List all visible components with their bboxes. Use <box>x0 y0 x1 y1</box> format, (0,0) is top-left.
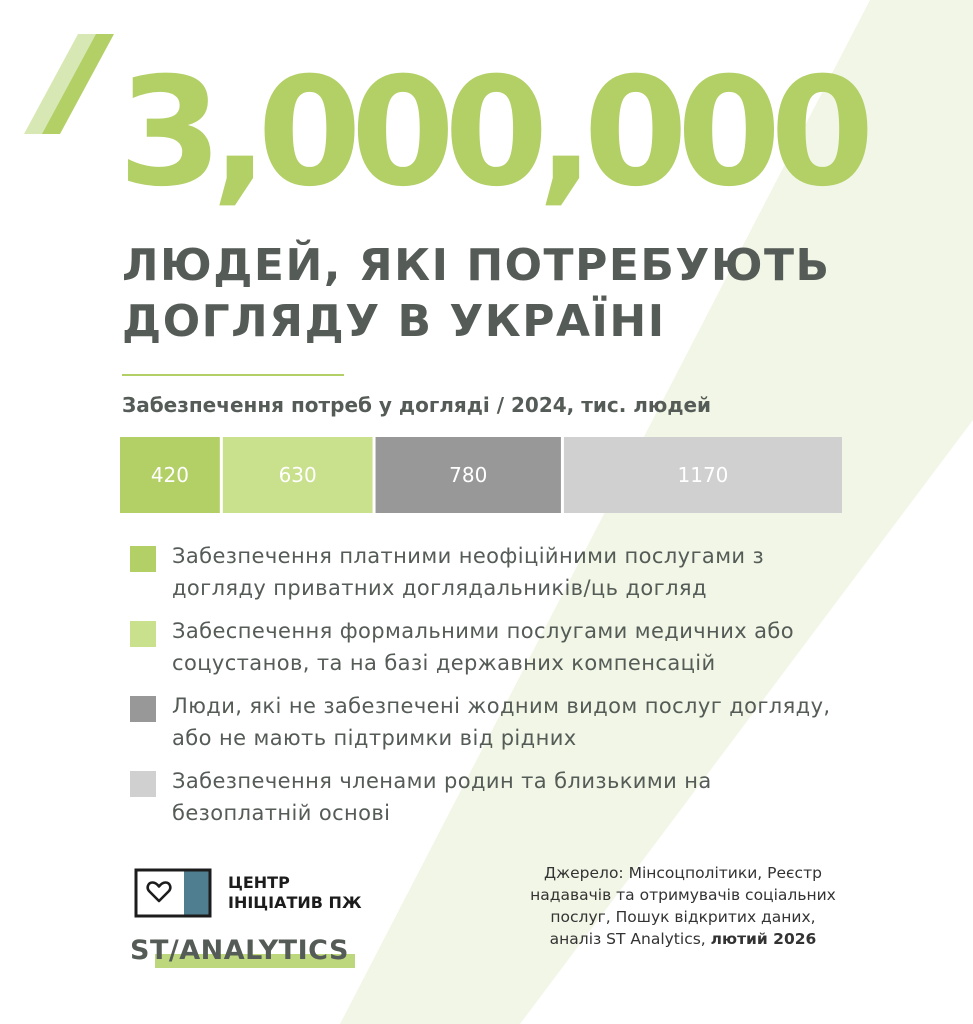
chart-title: Забезпечення потреб у догляді / 2024, тис. людей <box>122 393 712 417</box>
chart-legend <box>130 540 850 840</box>
legend-item-3 <box>130 690 850 754</box>
bar-value-label-3: 780 <box>449 463 488 487</box>
legend-label-4: Забезпечення членами родин та близькими на безоплатній основі <box>172 769 712 825</box>
divider <box>122 374 344 376</box>
legend-label-3: Люди, які не забезпечені жодним видом послуг догляду, або не мають підтримки від рідних <box>172 694 831 750</box>
st-analytics-logo: ST/ANALYTICS <box>130 935 349 966</box>
legend-swatch-3 <box>130 696 156 722</box>
legend-swatch-4 <box>130 771 156 797</box>
bar-value-label-1: 420 <box>150 463 190 487</box>
source-text: Джерело: Мінсоцполітики, Реєстр надавачів та отримувачів соціальних послуг, Пошук відкритих даних, аналіз ST Analytics, <box>530 864 836 948</box>
legend-item-1 <box>130 540 850 604</box>
legend-label-1: Забезпечення платними неофіційними послугами з догляду приватних доглядальників/ць догляд <box>172 544 765 600</box>
legend-swatch-1 <box>130 546 156 572</box>
headline-text: ЛЮДЕЙ, ЯКІ ПОТРЕБУЮТЬ ДОГЛЯДУ В УКРАЇНІ <box>122 240 831 347</box>
legend-item-2 <box>130 615 850 679</box>
pzh-logo-teal-block <box>184 872 209 915</box>
legend-item-4 <box>130 765 850 829</box>
source-note <box>528 862 838 950</box>
pzh-name: ЦЕНТР ІНІЦІАТИВ ПЖ <box>228 873 362 912</box>
pzh-logo-icon <box>134 868 212 918</box>
legend-label-2: Забеспечення формальними послугами медичних або соцустанов, та на базі державних компенсацій <box>172 619 795 675</box>
source-date: лютий 2026 <box>710 930 817 948</box>
bar-value-label-2: 630 <box>278 463 317 487</box>
stacked-bar-chart <box>120 437 842 513</box>
legend-swatch-2 <box>130 621 156 647</box>
bar-value-label-4: 1170 <box>677 463 729 487</box>
headline-number: 3,000,000 <box>118 46 864 220</box>
